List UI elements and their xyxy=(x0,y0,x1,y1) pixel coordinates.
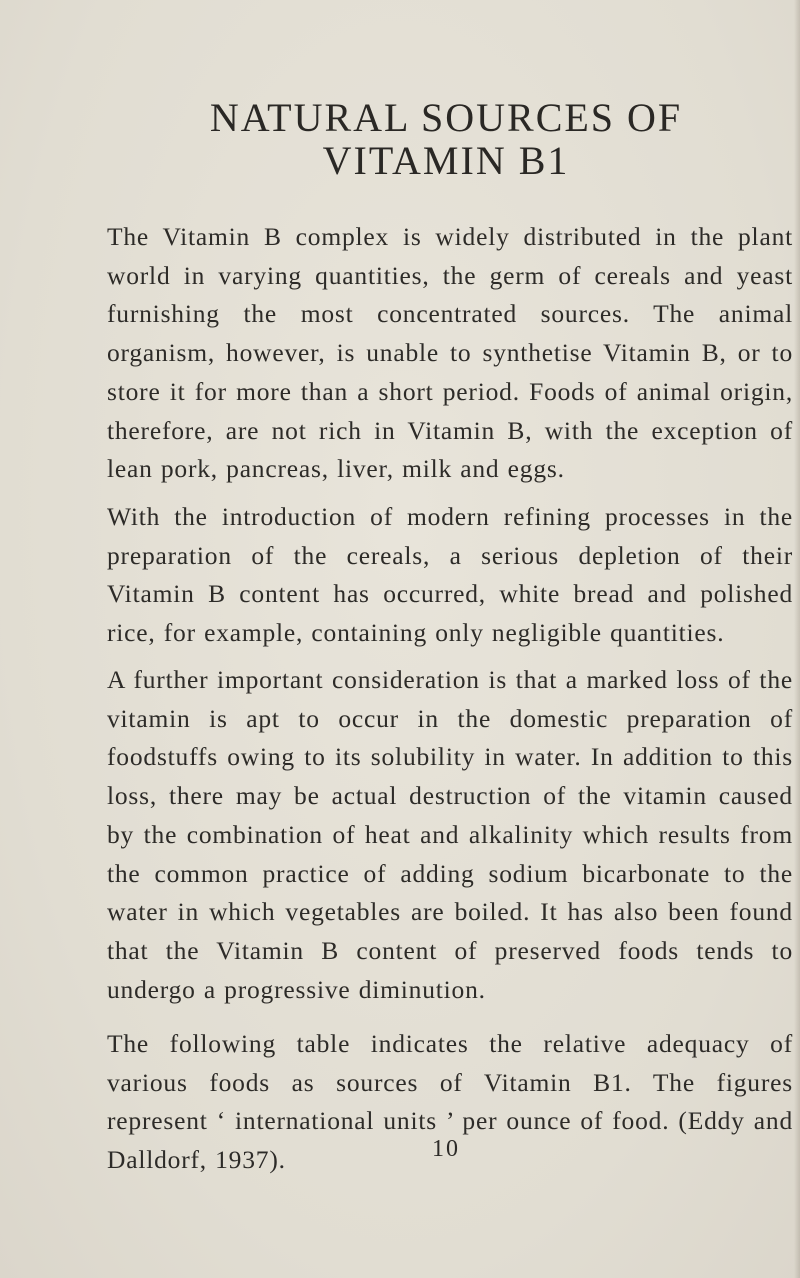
paragraph-4: The following table indicates the relative adequacy of various foods as sources of Vitamin B1. The figures represent ‘ international units ’ per ounce of food. (Eddy and Dalldorf, 1937). xyxy=(107,1029,793,1175)
page-number: 10 xyxy=(432,1136,460,1162)
paragraph-3: A further important consideration is that a marked loss of the vitamin is apt to occur in the domestic preparation of foodstuffs owing to its solubility in water. In addition to this loss, there may be actual destruction of the vitamin caused by the combination of heat and alkalinity which results from the common practice of adding sodium bicarbonate to the water in which vegetables are boiled. It has also been found that the Vitamin B content of preserved foods tends to undergo a progressive diminution. xyxy=(107,665,793,1004)
paragraph-2: With the introduction of modern refining processes in the preparation of the cereals, a serious depletion of their Vitamin B content has occurred, white bread and polished rice, for example, containing only negligible quantities. xyxy=(107,502,793,648)
page-edge-shadow xyxy=(794,0,800,1278)
title-line-2: VITAMIN B1 xyxy=(322,138,570,183)
paragraph-1: The Vitamin B complex is widely distributed in the plant world in varying quantities, the germ of cereals and yeast furnishing the most concentrated sources. The animal organism, however, is unable to synthetise Vitamin B, or to store it for more than a short period. Foods of animal origin, therefore, are not rich in Vitamin B, with the exception of lean pork, pancreas, liver, milk and eggs. xyxy=(107,222,793,484)
title-line-1: NATURAL SOURCES OF xyxy=(209,95,683,140)
